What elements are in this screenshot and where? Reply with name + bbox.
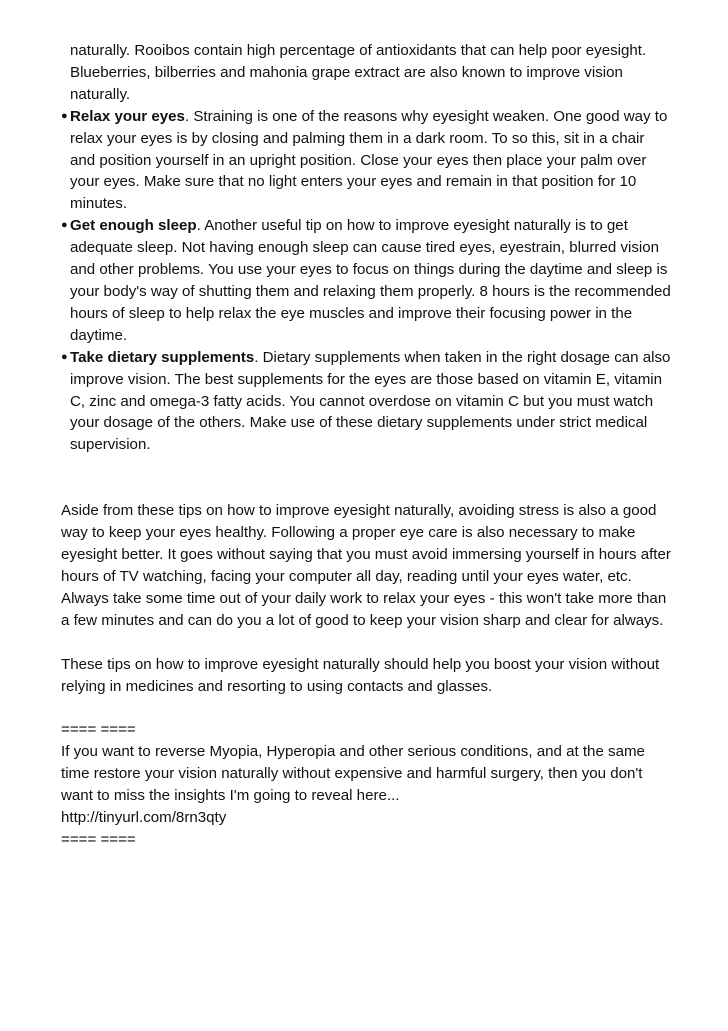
tip-title: Take dietary supplements xyxy=(70,348,255,366)
footer-block xyxy=(61,719,673,850)
separator-bottom: ==== ==== xyxy=(61,831,136,848)
promo-text: If you want to reverse Myopia, Hyperopia and other serious conditions, and at the same time restore your vision naturally without expensive and harmful surgery, then you don't want to miss the insights I'm going to reveal here... xyxy=(61,743,645,805)
tip-title: Get enough sleep xyxy=(70,217,197,235)
body-paragraph: These tips on how to improve eyesight naturally should help you boost your vision without relying in medicines and resorting to using contacts and glasses. xyxy=(61,655,660,695)
list-item xyxy=(61,347,673,457)
list-item xyxy=(61,106,673,216)
list-item-continued xyxy=(61,40,673,106)
tips-list xyxy=(61,40,673,456)
list-item xyxy=(61,215,673,346)
tip-text: . Straining is one of the reasons why eyesight weaken. One good way to relax your eyes is by closing and palming them in a dark room. To so this, sit in a chair and position yourself in an upright position. Close your eyes then place your palm over your eyes. Make sure that no light enters your eyes and remain in that position for 10 minutes. xyxy=(70,107,668,213)
bullet-icon: ● xyxy=(61,219,68,232)
bullet-icon: ● xyxy=(61,109,68,122)
body-paragraph: Aside from these tips on how to improve eyesight naturally, avoiding stress is also a good way to keep your eyes healthy. Following a proper eye care is also necessary to make eyesight better. It goes without saying that you must avoid immersing yourself in hours after hours of TV watching, facing your computer all day, reading until your eyes water, etc. Always take some time out of your daily work to relax your eyes - this won't take more than a few minutes and can do you a lot of good to keep your vision sharp and clear for always. xyxy=(61,502,671,629)
tip-text: . Dietary supplements when taken in the right dosage can also improve vision. The best supplements for the eyes are those based on vitamin E, vitamin C, zinc and omega-3 fatty acids. You cannot overdose on vitamin C but you must watch your dosage of the others. Make use of these dietary supplements under strict medical supervision. xyxy=(70,348,671,454)
document-page xyxy=(61,40,673,851)
promo-link[interactable]: http://tinyurl.com/8rn3qty xyxy=(61,809,227,827)
bullet-icon: ● xyxy=(61,350,68,363)
separator-top: ==== ==== xyxy=(61,721,136,739)
continued-text: naturally. Rooibos contain high percentage of antioxidants that can help poor eyesight. Blueberries, bilberries and mahonia grape extract are also known to improve vision naturally. xyxy=(70,42,647,103)
tip-title: Relax your eyes xyxy=(70,107,185,125)
tip-text: . Another useful tip on how to improve eyesight naturally is to get adequate sleep. Not having enough sleep can cause tired eyes, eyestrain, blurred vision and other problems. You use your eyes to focus on things during the daytime and sleep is your body's way of shutting them and relaxing them properly. 8 hours is the recommended hours of sleep to help relax the eye muscles and improve their focusing power in the daytime. xyxy=(70,217,671,344)
